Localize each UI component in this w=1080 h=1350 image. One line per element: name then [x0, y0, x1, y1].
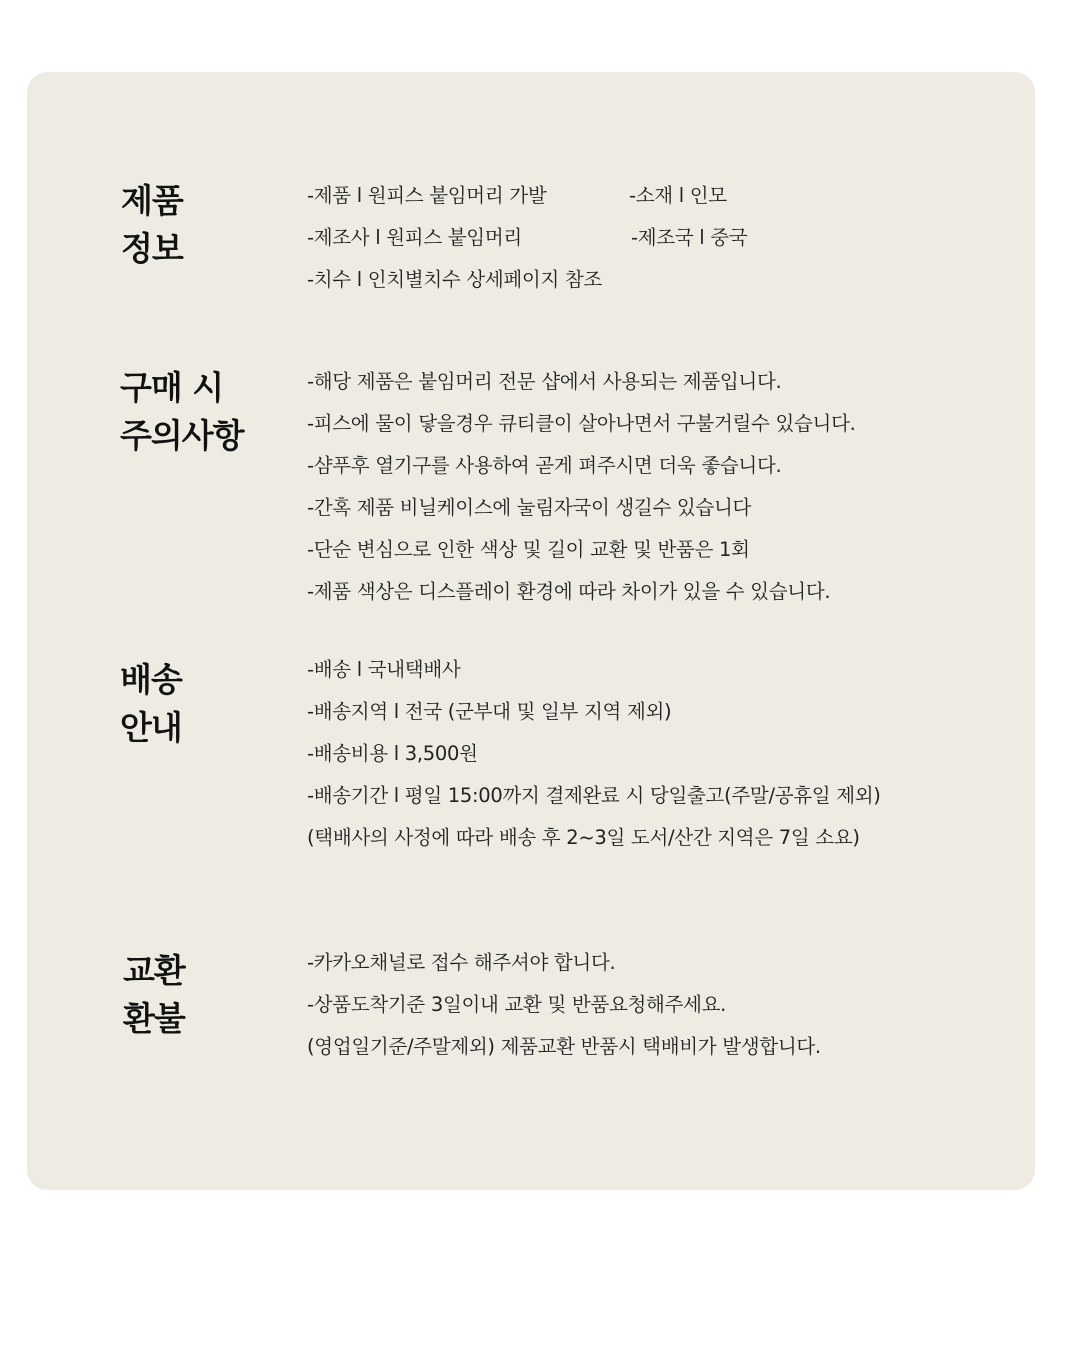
caution-heading-line-2: 주의사항 — [120, 416, 244, 455]
shipping-item: (택배사의 사정에 따라 배송 후 2~3일 도서/산간 지역은 7일 소요) — [307, 826, 860, 849]
caution-item: -샴푸후 열기구를 사용하여 곧게 펴주시면 더욱 좋습니다. — [307, 454, 782, 477]
product-info-heading-line-1: 제품 — [121, 181, 183, 220]
shipping-heading — [120, 656, 182, 752]
exchange-item: -카카오채널로 접수 해주셔야 합니다. — [307, 951, 616, 974]
exchange-heading-line-1: 교환 — [123, 951, 185, 990]
product-info-row — [307, 259, 1007, 301]
product-info-heading-line-2: 정보 — [121, 229, 183, 268]
shipping-heading-line-1: 배송 — [120, 660, 182, 699]
exchange-item: -상품도착기준 3일이내 교환 및 반품요청해주세요. — [307, 993, 727, 1016]
info-card — [27, 72, 1035, 1190]
shipping-item: -배송지역 l 전국 (군부대 및 일부 지역 제외) — [307, 700, 672, 723]
exchange-item: (영업일기준/주말제외) 제품교환 반품시 택배비가 발생합니다. — [307, 1035, 821, 1058]
caution-heading-line-1: 구매 시 — [120, 368, 224, 407]
caution-heading — [120, 364, 244, 460]
caution-item: -해당 제품은 붙임머리 전문 샵에서 사용되는 제품입니다. — [307, 370, 782, 393]
origin-country-text: -제조국 l 중국 — [631, 226, 748, 249]
shipping-item: -배송 l 국내택배사 — [307, 658, 461, 681]
manufacturer-text: -제조사 l 원피스 붙임머리 — [307, 226, 522, 249]
shipping-list — [307, 649, 1007, 859]
material-text: -소재 l 인모 — [629, 184, 727, 207]
exchange-list — [307, 942, 1007, 1068]
shipping-item: -배송기간 l 평일 15:00까지 결제완료 시 당일출고(주말/공휴일 제외) — [307, 784, 881, 807]
caution-item: -간혹 제품 비닐케이스에 눌림자국이 생길수 있습니다 — [307, 496, 752, 519]
product-info-row — [307, 217, 1007, 259]
product-info-heading — [121, 177, 183, 273]
exchange-heading-line-2: 환불 — [123, 999, 185, 1038]
exchange-heading — [123, 947, 185, 1043]
size-text: -치수 l 인치별치수 상세페이지 참조 — [307, 268, 602, 291]
product-info-row — [307, 175, 1007, 217]
shipping-item: -배송비용 l 3,500원 — [307, 742, 478, 765]
shipping-heading-line-2: 안내 — [120, 708, 182, 747]
caution-item: -단순 변심으로 인한 색상 및 길이 교환 및 반품은 1회 — [307, 538, 750, 561]
caution-list — [307, 361, 1007, 613]
product-name-text: -제품 l 원피스 붙임머리 가발 — [307, 184, 547, 207]
product-info-list — [307, 175, 1007, 301]
caution-item: -제품 색상은 디스플레이 환경에 따라 차이가 있을 수 있습니다. — [307, 580, 831, 603]
caution-item: -피스에 물이 닿을경우 큐티클이 살아나면서 구불거릴수 있습니다. — [307, 412, 856, 435]
